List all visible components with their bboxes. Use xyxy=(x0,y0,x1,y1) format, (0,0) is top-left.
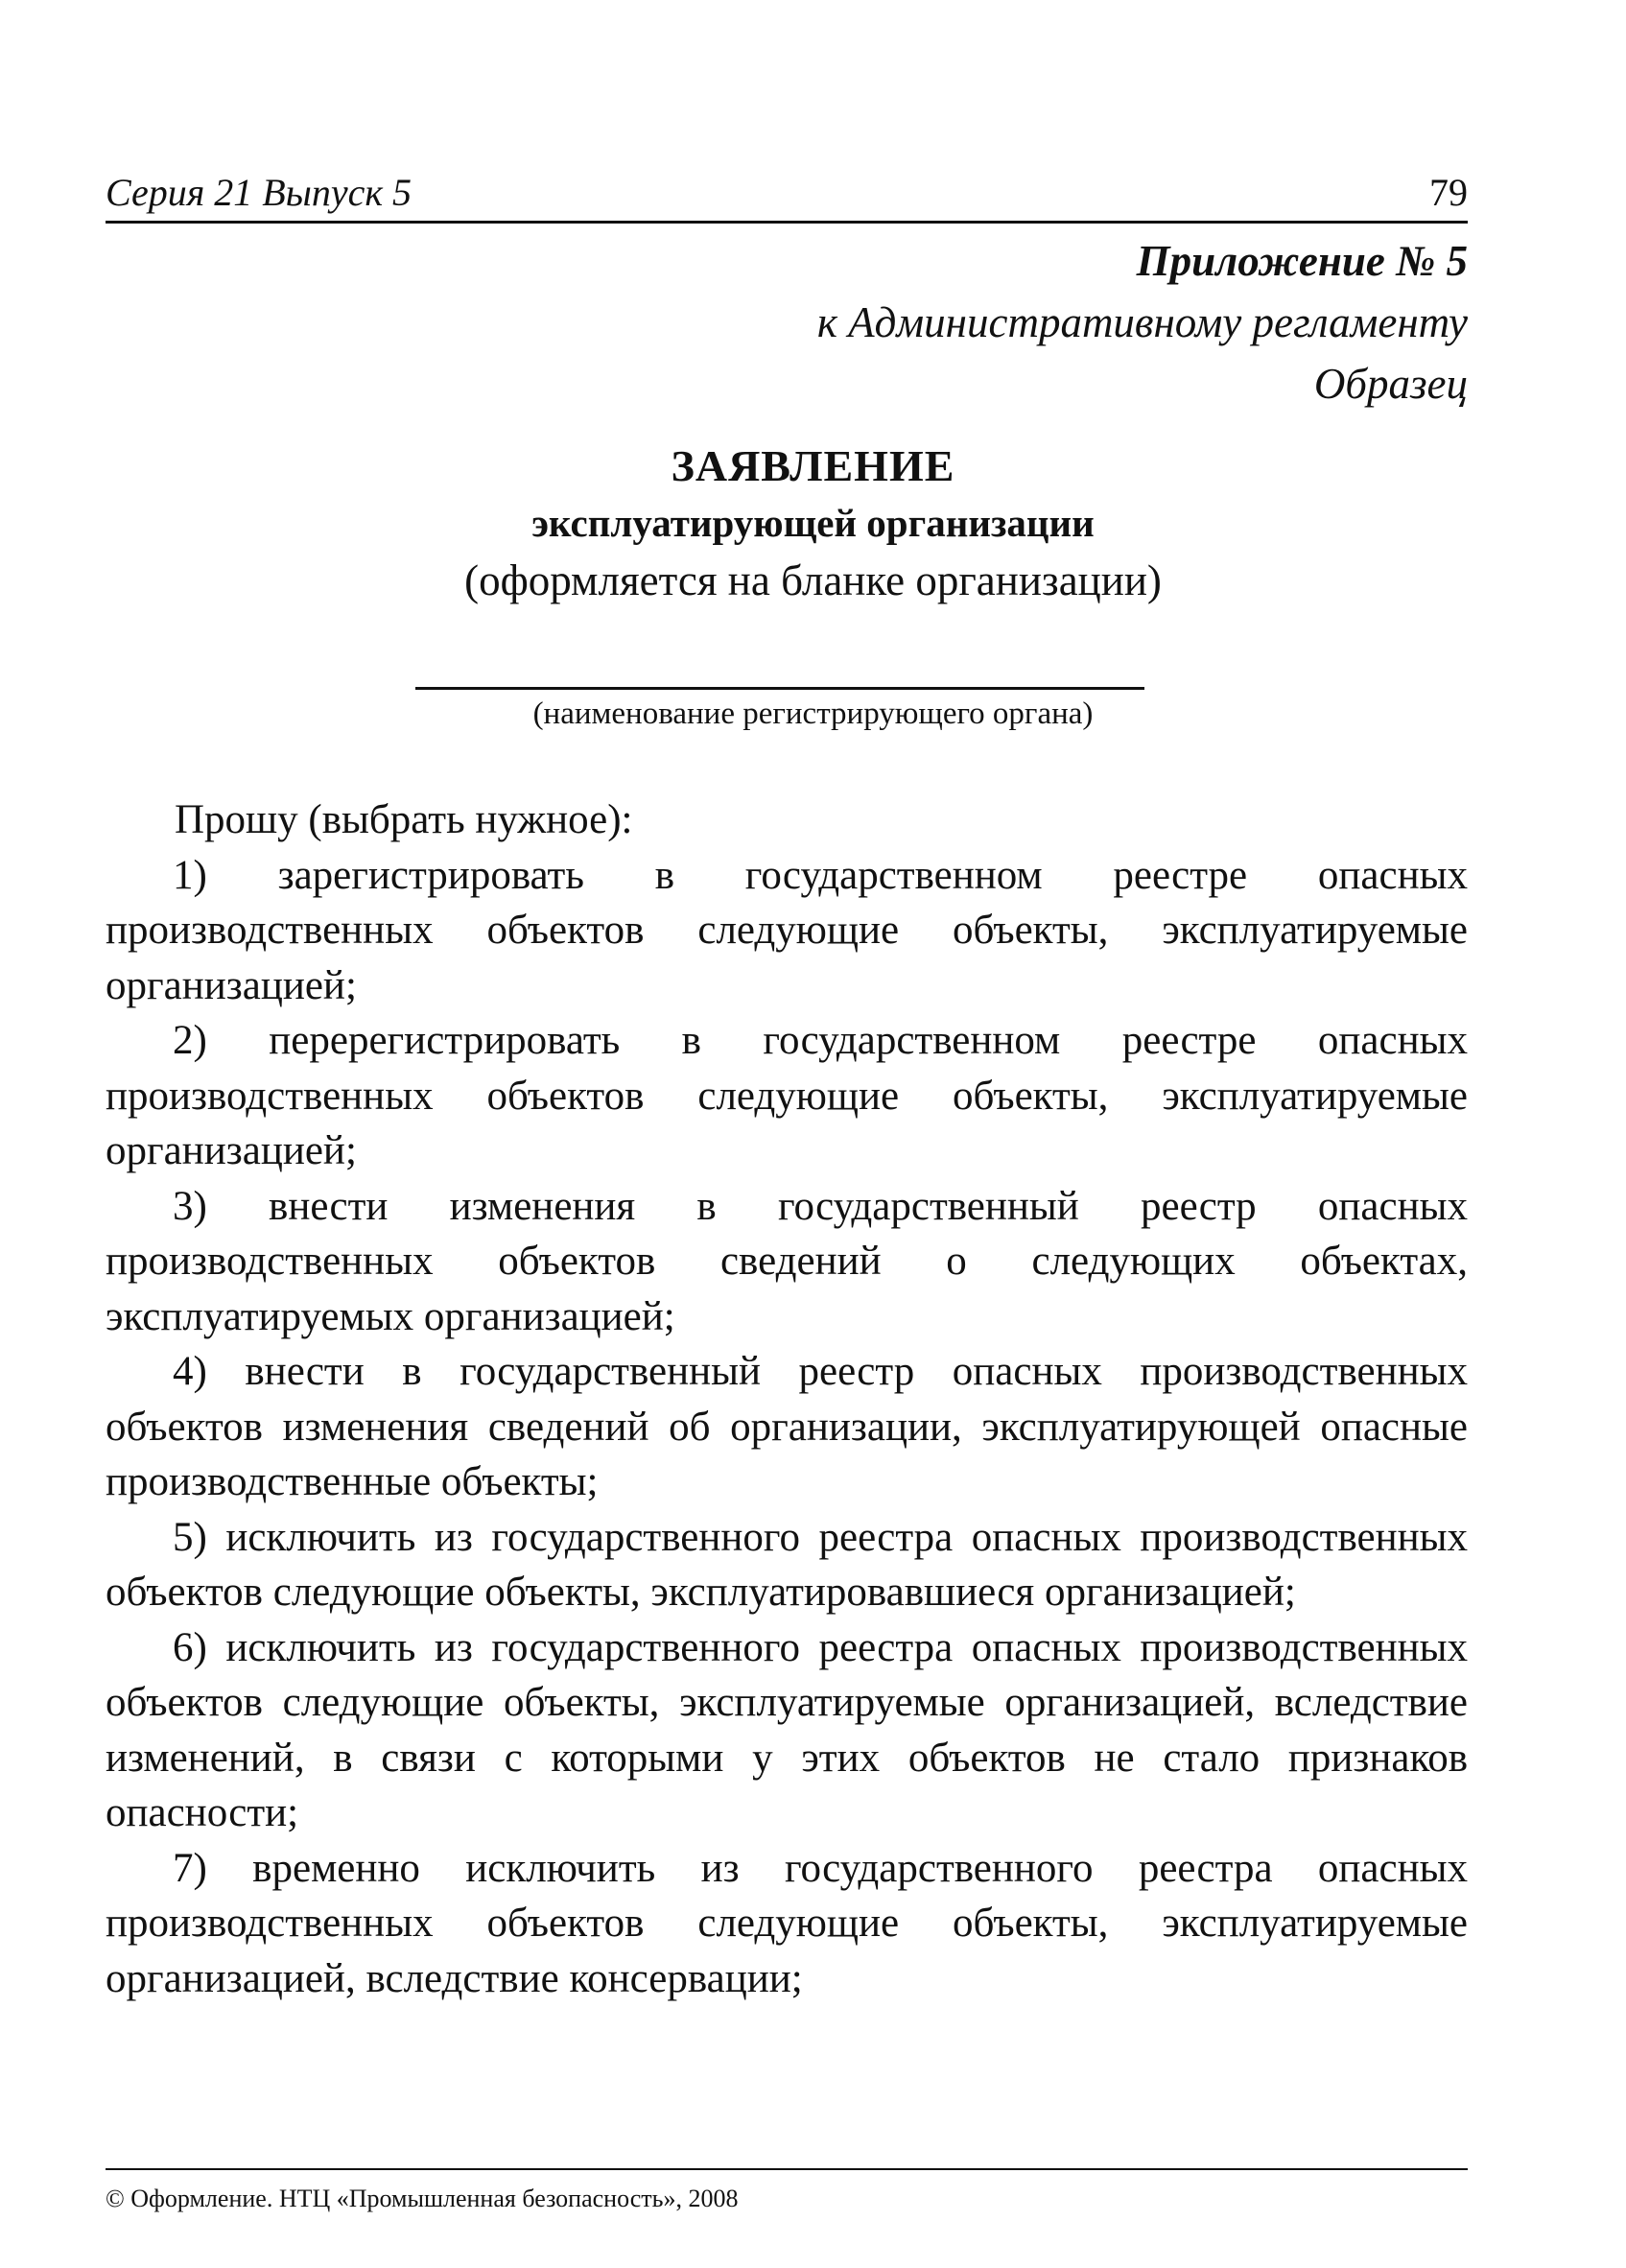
registering-body-blank-line xyxy=(415,687,1144,690)
request-item: 1) зарегистрировать в государственном реестре опасных производственных объектов следующие объекты, эксплуатируемые организацией; xyxy=(106,852,1468,1008)
request-item: 6) исключить из государственного реестра опасных производственных объектов следующие объекты, эксплуатируемые организацией, вследствие изменений, в связи с которыми у этих объектов не стало признаков опасности; xyxy=(106,1624,1468,1835)
document-subtitle: эксплуатирующей организации xyxy=(531,501,1095,545)
document-note: (оформляется на бланке организации) xyxy=(464,556,1162,604)
running-header xyxy=(106,161,1468,224)
page-number: 79 xyxy=(1429,171,1468,214)
appendix-block xyxy=(817,230,1468,414)
appendix-sample-label: Образец xyxy=(1313,360,1468,408)
request-item: 5) исключить из государственного реестра опасных производственных объектов следующие объекты, эксплуатировавшиеся организацией; xyxy=(106,1514,1468,1615)
document-title: ЗАЯВЛЕНИЕ xyxy=(671,441,955,490)
request-item: 3) внести изменения в государственный реестр опасных производственных объектов сведений о следующих объектах, эксплуатируемых организацией; xyxy=(106,1183,1468,1339)
request-body xyxy=(106,792,1468,2006)
request-item: 7) временно исключить из государственного реестра опасных производственных объектов следующие объекты, эксплуатируемые организацией, вследствие консервации; xyxy=(106,1845,1468,2001)
title-block xyxy=(0,437,1626,610)
registering-body-caption: (наименование регистрирующего органа) xyxy=(532,697,1094,731)
request-intro: Прошу (выбрать нужное): xyxy=(175,797,633,842)
series-label: Серия 21 Выпуск 5 xyxy=(106,171,412,214)
appendix-reference: к Административному регламенту xyxy=(816,298,1468,346)
request-item: 2) перерегистрировать в государственном реестре опасных производственных объектов следующие объекты, эксплуатируемые организацией; xyxy=(106,1018,1468,1173)
request-item: 4) внести в государственный реестр опасных производственных объектов изменения сведений об организации, эксплуатирующей опасные производственные объекты; xyxy=(106,1349,1468,1504)
copyright-notice: © Оформление. НТЦ «Промышленная безопасность», 2008 xyxy=(106,2185,739,2212)
appendix-number: Приложение № 5 xyxy=(1136,237,1468,285)
footer xyxy=(106,2168,1468,2214)
